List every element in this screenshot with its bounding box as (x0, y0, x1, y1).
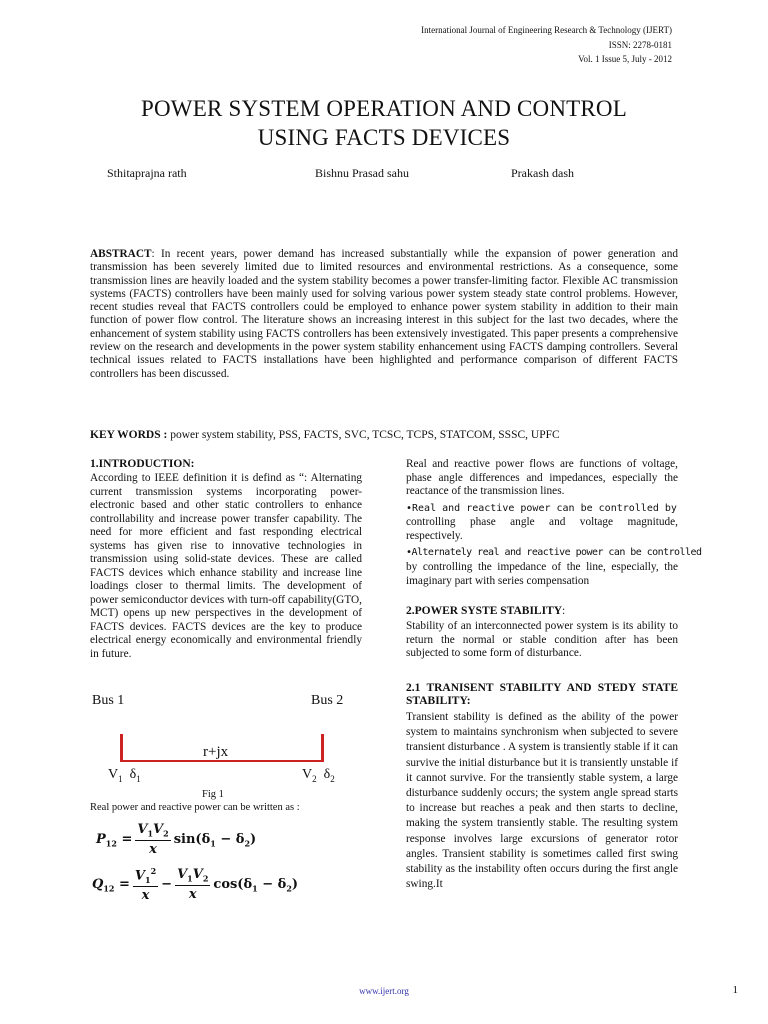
section-2-heading-colon: : (562, 605, 566, 617)
eq-p-sub: 12 (105, 838, 117, 849)
eq-q-fraction-2 (175, 867, 210, 902)
figure-bus-2-label: Bus 2 (311, 693, 344, 708)
eq-q-minus-delta: − δ (257, 876, 287, 892)
eq-q-num2-v1: V (177, 867, 188, 883)
page-number: 1 (732, 984, 738, 996)
eq-q-delta2-sub: 2 (286, 883, 292, 894)
figure-v1-sub: 1 (118, 773, 123, 784)
paper-title-line-1: POWER SYSTEM OPERATION AND CONTROL (141, 96, 627, 121)
eq-p-den-x: x (149, 841, 157, 857)
equation-reactive-power (92, 866, 298, 903)
eq-q-num1-v: V (134, 868, 145, 884)
figure-v1: V (108, 767, 119, 782)
author-2: Bishnu Prasad sahu (315, 166, 409, 180)
eq-q-numerator-1 (133, 866, 158, 887)
footer-url[interactable]: www.ijert.org (359, 986, 409, 996)
keywords-label: KEY WORDS : (90, 429, 168, 441)
eq-p-equals: = (121, 831, 133, 847)
eq-p-num-v1: V (137, 822, 148, 837)
bullet-1-text: controlling phase angle and voltage magnitude, respectively. (406, 516, 678, 542)
eq-q-num2-v2: V (192, 867, 203, 883)
paper-title (0, 94, 768, 152)
bullet-2-line: •Alternately real and reactive power can be controlled (406, 547, 702, 558)
eq-p-symbol: P (96, 831, 106, 847)
section-2-1-heading: 2.1 TRANISENT STABILITY AND STEDY STATE STABILITY: (406, 682, 678, 707)
section-2-heading (406, 605, 565, 618)
journal-volume: Vol. 1 Issue 5, July - 2012 (578, 54, 672, 64)
eq-p-numerator (135, 822, 170, 841)
eq-q-denominator-1 (133, 887, 158, 903)
abstract-text: : In recent years, power demand has increased substantially while the expansion of power generation and transmission has been severely limited due to limited resources and environmental restrictions. As a consequence, some transmission lines are heavily loaded and the system stability becomes a power transfer-limiting factor. Flexible AC transmission systems (FACTS) controllers have been mainly used for solving various power system steady state control problems. However, recent studies reveal that FACTS controllers could be employed to enhance power system stability in addition to their main function of power flow control. The literature shows an increasing interest in this subject for the last two decades, where the enhancement of system stability using FACTS controllers has been extensively investigated. This paper presents a comprehensive review on the research and developments in the power system stability enhancement using FACTS damping controllers. Several technical issues related to FACTS installations have been highlighted and performance comparison of different FACTS controllers has been discussed. (90, 248, 678, 380)
eq-p-num-sub1: 1 (147, 828, 154, 839)
eq-q-fraction-1 (133, 866, 158, 903)
author-3: Prakash dash (511, 166, 574, 180)
keywords-text: power system stability, PSS, FACTS, SVC, TCSC, TCPS, STATCOM, SSSC, UPFC (167, 429, 560, 441)
eq-p-num-v2: V (153, 822, 164, 837)
eq-q-den2-x: x (188, 886, 197, 902)
eq-q-num1-sup: 2 (150, 866, 157, 876)
power-flow-paragraph: Real and reactive power flows are functions of voltage, phase angle differences and impedances, especially the reactance of the transmission lines. (406, 458, 678, 497)
eq-q-denominator-2 (175, 886, 210, 902)
eq-q-num2-sub1: 1 (187, 873, 193, 884)
eq-q-delta1-sub: 1 (252, 883, 258, 894)
figure-v1-label (108, 767, 141, 784)
figure-impedance-label: r+jx (203, 744, 229, 760)
eq-p-denominator (135, 841, 170, 857)
eq-q-den1-x: x (141, 887, 150, 903)
journal-name: International Journal of Engineering Research & Technology (IJERT) (421, 25, 672, 35)
intro-text: According to IEEE definition it is defind as “: Alternating current transmission systems incorporating power-electronic based and other static controllers to enhance controllability and increase power transfer capability. The need for more efficient and fast responding electrical systems has given rise to innovative technologies in transmission using solid-state devices. These are called FACTS devices which enhance stability and increase line loadings closer to thermal limits. The development of power semiconductor devices with turn-off capability(GTO, MCT) opens up new perspectives in the development of FACTS devices. FACTS devices are the key to produce electrical energy economically and environmental friendly in future. (90, 472, 362, 660)
author-1: Sthitaprajna rath (107, 166, 187, 180)
figure-bus-1-bar (120, 734, 123, 762)
eq-p-sin: sin(δ (173, 831, 211, 847)
figure-v2-sub: 2 (312, 773, 317, 784)
figure-delta2: δ (323, 767, 331, 782)
equation-real-power (96, 822, 256, 857)
eq-p-num-sub2: 2 (163, 828, 169, 839)
figure-v2: V (302, 767, 313, 782)
section-2-text: Stability of an interconnected power system is its ability to return the normal or stable condition after has been subjected to some form of disturbance. (406, 620, 678, 659)
figure-delta2-sub: 2 (330, 773, 335, 784)
figure-bus-1-label: Bus 1 (92, 693, 125, 708)
eq-q-minus: − (161, 876, 173, 892)
eq-q-sub: 12 (103, 883, 115, 894)
figure-caption: Fig 1 (202, 789, 224, 800)
eq-p-delta1-sub: 1 (210, 838, 216, 849)
abstract (90, 248, 678, 381)
eq-q-cos: cos(δ (213, 876, 253, 892)
figure-delta1: δ (129, 767, 137, 782)
figure-delta1-sub: 1 (136, 773, 141, 784)
eq-p-close: ) (250, 831, 257, 847)
eq-q-num1-sub: 1 (145, 874, 151, 885)
eq-q-numerator-2 (175, 867, 210, 886)
keywords (90, 429, 560, 441)
eq-q-close: ) (291, 876, 299, 892)
eq-q-equals: = (119, 876, 130, 892)
eq-q-num2-sub2: 2 (202, 873, 209, 884)
paper-title-line-2: USING FACTS DEVICES (257, 125, 511, 150)
journal-issn: ISSN: 2278-0181 (608, 40, 672, 50)
section-2-heading-text: 2.POWER SYSTE STABILITY (406, 605, 563, 617)
bullet-2-text: by controlling the impedance of the line, especially, the imaginary part with series compensation (406, 561, 678, 587)
eq-p-fraction (135, 822, 170, 857)
eq-p-delta2-sub: 2 (244, 838, 251, 849)
eq-q-symbol: Q (92, 876, 104, 892)
figure-v2-label (302, 767, 335, 784)
bullet-1-line: •Real and reactive power can be controlled by (406, 503, 677, 514)
section-2-1-text: Transient stability is defined as the ability of the power system to maintains synchronism when subjected to severe transient disturbance . A system is transiently stable if it can survive the initial disturbance but it is transiently unstable if it cannot survive. For the transiently stable system, a large disturbance suddenly occurs; the system angle spread starts to increase but reaches a peak and then starts to decline, making the system transiently stable. The resulting system response involves large excursions of generator rotor angles. Transient stability is sometimes called first swing stability as the instability often occurs during the first angle swing.It (406, 711, 678, 891)
intro-heading: 1.INTRODUCTION: (90, 458, 195, 470)
eq-p-minus: − δ (215, 831, 245, 847)
figure-followup-text: Real power and reactive power can be written as : (90, 802, 300, 813)
abstract-label: ABSTRACT (90, 248, 152, 260)
figure-bus-2-bar (321, 734, 324, 762)
